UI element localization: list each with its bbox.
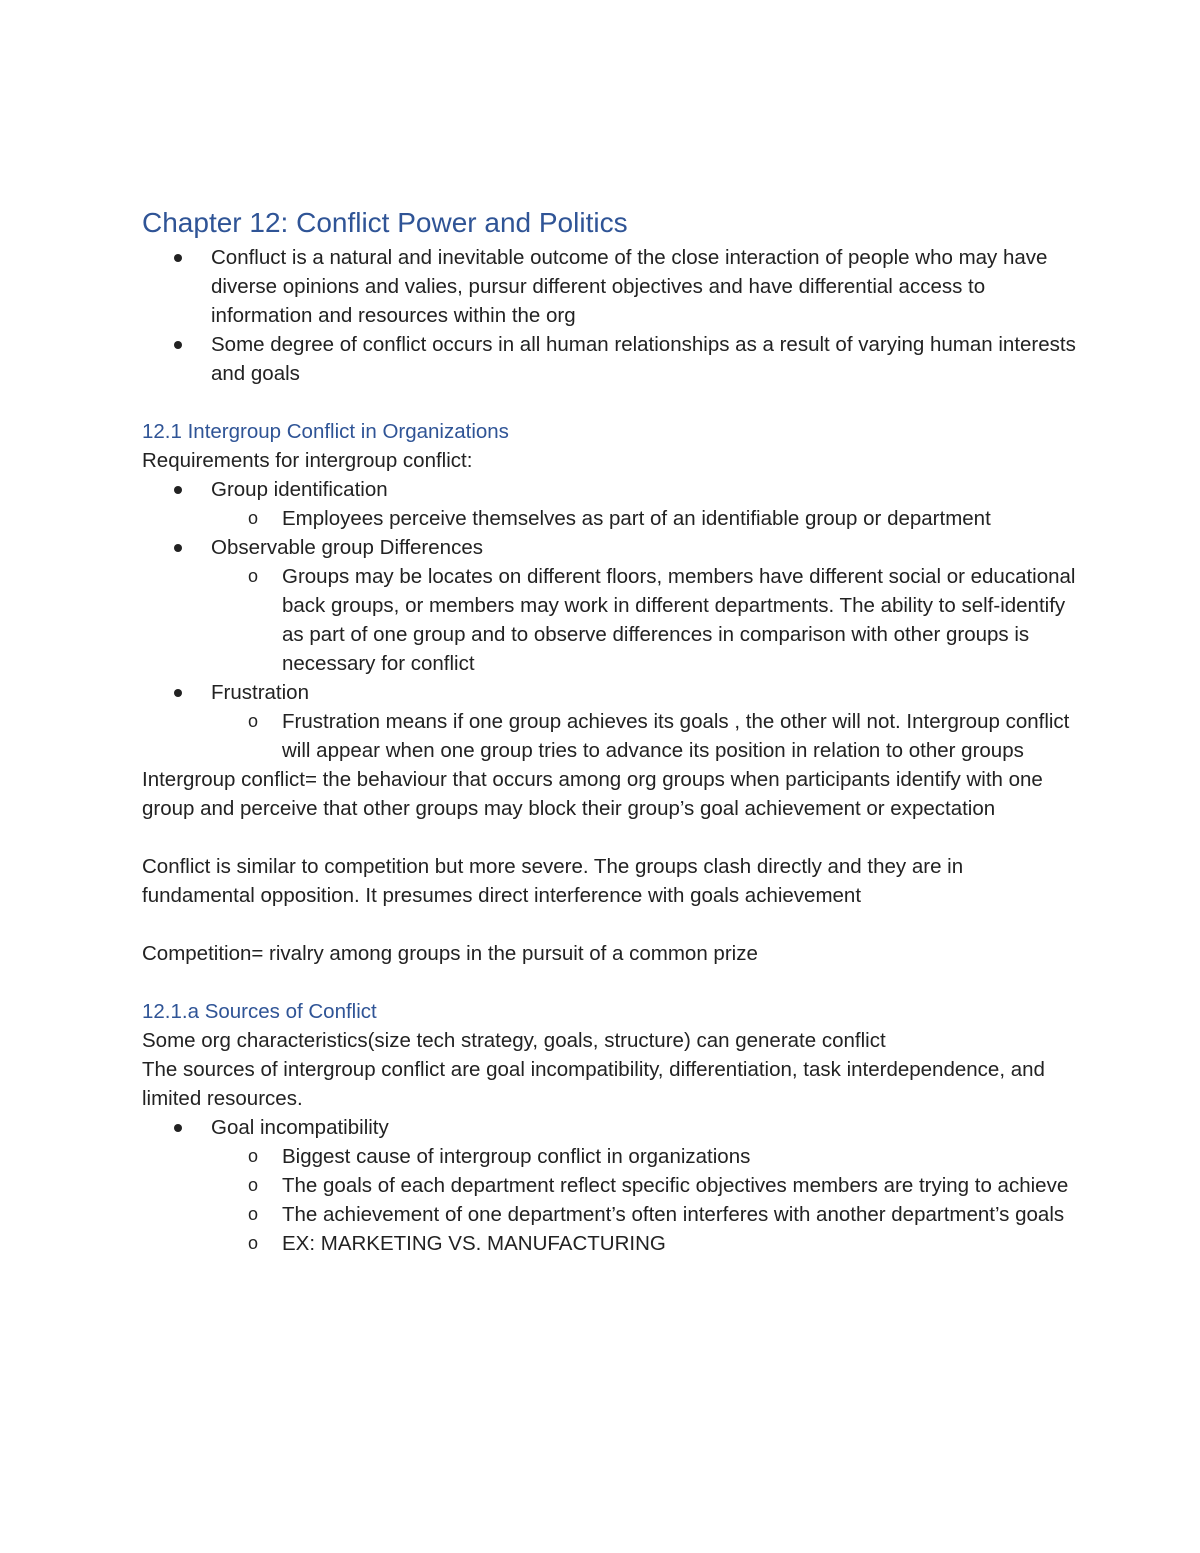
requirements-list: [142, 475, 1077, 765]
sub-list-item-text: Biggest cause of intergroup conflict in organizations: [282, 1145, 751, 1168]
list-item-text: Observable group Differences: [211, 536, 483, 559]
list-item-text: Group identification: [211, 478, 388, 501]
spacer: [142, 968, 1077, 997]
circle-bullet-icon: o: [248, 711, 259, 731]
list-item: [142, 678, 1077, 765]
sub-list-item: [211, 1142, 1077, 1171]
document-page: [142, 203, 1077, 1258]
chapter-title: Chapter 12: Conflict Power and Politics: [142, 207, 628, 238]
bullet-icon: [174, 486, 182, 494]
circle-bullet-icon: o: [248, 1233, 259, 1253]
list-item: [142, 243, 1077, 330]
section-heading: 12.1 Intergroup Conflict in Organizations: [142, 420, 509, 443]
paragraph: Requirements for intergroup conflict:: [142, 449, 473, 472]
bullet-icon: [174, 254, 182, 262]
sub-list-item-text: The goals of each department reflect specific objectives members are trying to achieve: [282, 1174, 1069, 1197]
sub-list-item-text: Employees perceive themselves as part of an identifiable group or department: [282, 507, 991, 530]
spacer: [142, 910, 1077, 939]
chapter-bullet-list: [142, 243, 1077, 388]
list-item: [142, 533, 1077, 678]
circle-bullet-icon: o: [248, 1204, 259, 1224]
sub-list-item: [211, 1200, 1077, 1229]
list-item-text: Frustration: [211, 681, 309, 704]
sub-list-item-text: The achievement of one department’s often interferes with another department’s goals: [282, 1203, 1065, 1226]
sub-list-item: [211, 504, 1077, 533]
sub-list-item: [211, 1229, 1077, 1258]
circle-bullet-icon: o: [248, 566, 259, 586]
sub-list-item-text: Frustration means if one group achieves its goals , the other will not. Intergroup conflict will appear when one group tries to advance its position in relation to other groups: [282, 710, 1070, 762]
competition-paragraph: Competition= rivalry among groups in the pursuit of a common prize: [142, 942, 758, 965]
list-item-text: Some degree of conflict occurs in all human relationships as a result of varying human interests and goals: [211, 333, 1076, 385]
sub-list-item: [211, 1171, 1077, 1200]
sub-list-item-text: EX: MARKETING VS. MANUFACTURING: [282, 1232, 666, 1255]
definition-paragraph: Intergroup conflict= the behaviour that occurs among org groups when participants identify with one group and perceive that other groups may block their group’s goal achievement or expectation: [142, 768, 1043, 820]
list-item-text: Confluct is a natural and inevitable outcome of the close interaction of people who may have diverse opinions and valies, pursur different objectives and have differential access to information and resources within the org: [211, 246, 1048, 327]
list-item-text: Goal incompatibility: [211, 1116, 389, 1139]
spacer: [142, 823, 1077, 852]
sub-list-item-text: Groups may be locates on different floors, members have different social or educational back groups, or members may work in different departments. The ability to self-identify as part of one group and to observe differences in comparison with other groups is necessary for conflict: [282, 565, 1076, 675]
list-item: [142, 475, 1077, 533]
sub-list: [211, 504, 1077, 533]
spacer: [142, 388, 1077, 417]
list-item: [142, 330, 1077, 388]
sources-list: [142, 1113, 1077, 1258]
bullet-icon: [174, 689, 182, 697]
paragraph: Some org characteristics(size tech strategy, goals, structure) can generate conflict: [142, 1029, 886, 1052]
sub-list: [211, 707, 1077, 765]
sub-list-item: [211, 562, 1077, 678]
circle-bullet-icon: o: [248, 1146, 259, 1166]
bullet-icon: [174, 544, 182, 552]
circle-bullet-icon: o: [248, 508, 259, 528]
comparison-paragraph: Conflict is similar to competition but more severe. The groups clash directly and they are in fundamental opposition. It presumes direct interference with goals achievement: [142, 855, 964, 907]
paragraph: The sources of intergroup conflict are goal incompatibility, differentiation, task interdependence, and limited resources.: [142, 1058, 1045, 1110]
list-item: [142, 1113, 1077, 1258]
bullet-icon: [174, 1124, 182, 1132]
sub-list: [211, 562, 1077, 678]
sub-list: [211, 1142, 1077, 1258]
circle-bullet-icon: o: [248, 1175, 259, 1195]
sub-list-item: [211, 707, 1077, 765]
bullet-icon: [174, 341, 182, 349]
section-heading: 12.1.a Sources of Conflict: [142, 1000, 377, 1023]
